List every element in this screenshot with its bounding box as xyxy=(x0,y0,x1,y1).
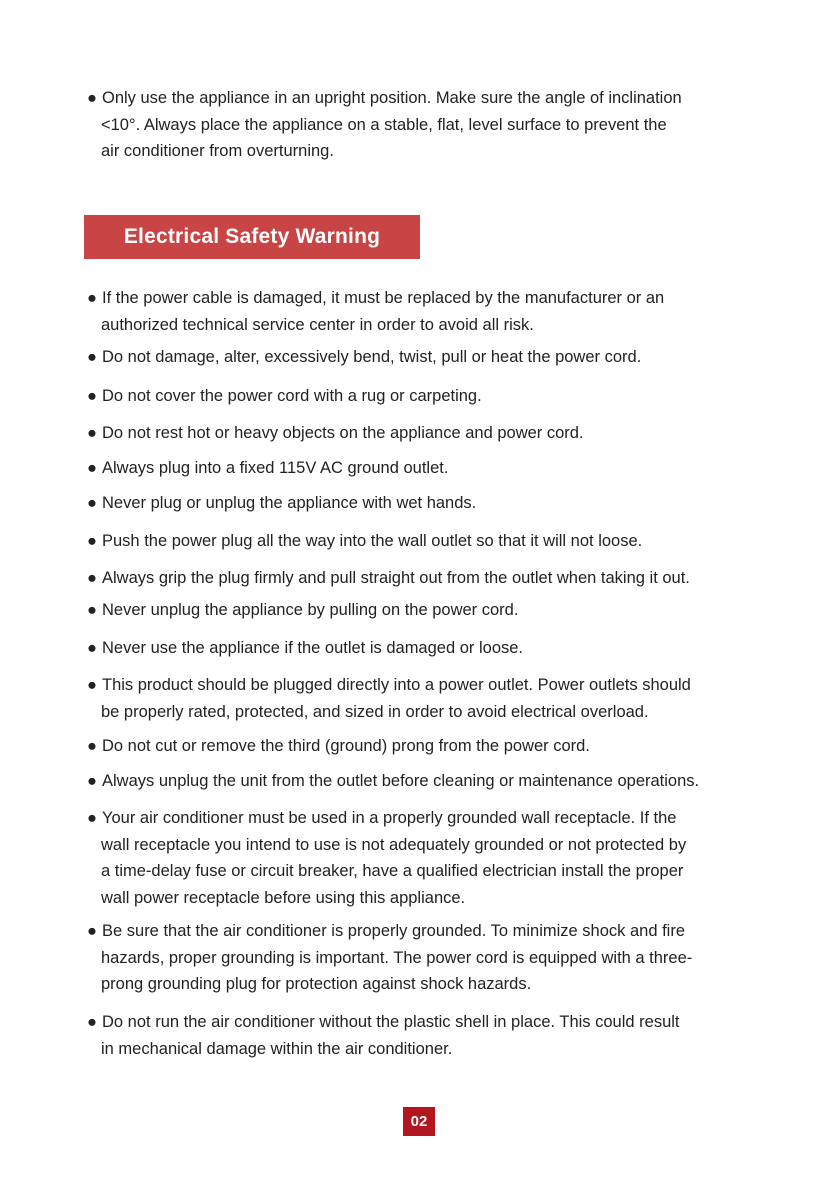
warning-item xyxy=(87,768,767,795)
warning-item xyxy=(87,344,767,371)
bullet-dot: ● xyxy=(87,424,97,442)
warning-item xyxy=(87,383,767,410)
bullet-dot: ● xyxy=(87,532,97,550)
bullet-dot: ● xyxy=(87,676,97,694)
warning-item-line: Push the power plug all the way into the wall outlet so that it will not loose. xyxy=(102,532,643,550)
warning-item-line: Never unplug the appliance by pulling on the power cord. xyxy=(102,601,519,619)
warning-item xyxy=(87,420,767,447)
intro-line-2: <10°. Always place the appliance on a stable, flat, level surface to prevent the xyxy=(101,115,667,134)
bullet-dot: ● xyxy=(87,459,97,477)
warning-item-line: authorized technical service center in order to avoid all risk. xyxy=(101,315,534,334)
bullet-dot: ● xyxy=(87,737,97,755)
intro-bullet xyxy=(87,85,767,165)
warning-item xyxy=(87,285,767,338)
warning-item xyxy=(87,1009,767,1062)
warning-item-line: prong grounding plug for protection against shock hazards. xyxy=(101,975,532,993)
warning-item xyxy=(87,918,767,998)
warning-item-line: Be sure that the air conditioner is properly grounded. To minimize shock and fire xyxy=(102,922,686,940)
bullet-dot: ● xyxy=(87,1013,97,1031)
warning-item-line: This product should be plugged directly into a power outlet. Power outlets should xyxy=(102,676,691,694)
bullet-dot: ● xyxy=(87,89,97,107)
warning-item-line: Do not damage, alter, excessively bend, twist, pull or heat the power cord. xyxy=(102,348,642,366)
warning-item-line: Never use the appliance if the outlet is damaged or loose. xyxy=(102,639,524,657)
warning-item-line: wall power receptacle before using this appliance. xyxy=(101,888,466,907)
section-heading-text: Electrical Safety Warning xyxy=(123,225,381,248)
intro-line-1: Only use the appliance in an upright position. Make sure the angle of inclination xyxy=(102,89,682,107)
warning-item-line: Your air conditioner must be used in a properly grounded wall receptacle. If the xyxy=(102,809,677,827)
bullet-dot: ● xyxy=(87,569,97,587)
warning-item-line: Do not rest hot or heavy objects on the appliance and power cord. xyxy=(102,424,584,442)
warning-item xyxy=(87,490,767,517)
bullet-dot: ● xyxy=(87,809,97,827)
bullet-dot: ● xyxy=(87,922,97,940)
bullet-dot: ● xyxy=(87,289,97,307)
page-number-text: 02 xyxy=(410,1113,428,1130)
warning-item-line: hazards, proper grounding is important. The power cord is equipped with a three- xyxy=(101,948,693,967)
warning-item-line: Always grip the plug firmly and pull straight out from the outlet when taking it out. xyxy=(102,569,690,587)
warning-item xyxy=(87,455,767,482)
warning-item xyxy=(87,805,767,911)
warning-item-line: Do not cover the power cord with a rug or carpeting. xyxy=(102,387,482,405)
warning-item-line: Do not run the air conditioner without the plastic shell in place. This could result xyxy=(102,1013,680,1031)
bullet-dot: ● xyxy=(87,601,97,619)
warning-item-line: Never plug or unplug the appliance with wet hands. xyxy=(102,494,477,512)
warning-item-line: in mechanical damage within the air conditioner. xyxy=(101,1039,453,1058)
intro-line-3: air conditioner from overturning. xyxy=(101,142,334,160)
warning-item-line: a time-delay fuse or circuit breaker, have a qualified electrician install the proper xyxy=(101,862,684,880)
page-number xyxy=(403,1107,435,1136)
bullet-dot: ● xyxy=(87,348,97,366)
bullet-dot: ● xyxy=(87,494,97,512)
bullet-dot: ● xyxy=(87,387,97,405)
bullet-dot: ● xyxy=(87,639,97,657)
warning-item-line: If the power cable is damaged, it must be replaced by the manufacturer or an xyxy=(102,289,665,307)
warning-item xyxy=(87,597,767,624)
bullet-dot: ● xyxy=(87,772,97,790)
section-heading xyxy=(84,215,420,259)
warning-item-line: Always unplug the unit from the outlet before cleaning or maintenance operations. xyxy=(102,772,700,790)
warning-item xyxy=(87,733,767,760)
warning-item-line: wall receptacle you intend to use is not adequately grounded or not protected by xyxy=(101,835,687,854)
warning-item-line: be properly rated, protected, and sized in order to avoid electrical overload. xyxy=(101,702,649,721)
warning-item xyxy=(87,635,767,662)
warning-item xyxy=(87,528,767,555)
warning-item-line: Always plug into a fixed 115V AC ground outlet. xyxy=(102,459,449,477)
warning-item xyxy=(87,565,767,592)
warning-item xyxy=(87,672,767,725)
warning-item-line: Do not cut or remove the third (ground) prong from the power cord. xyxy=(102,737,590,755)
